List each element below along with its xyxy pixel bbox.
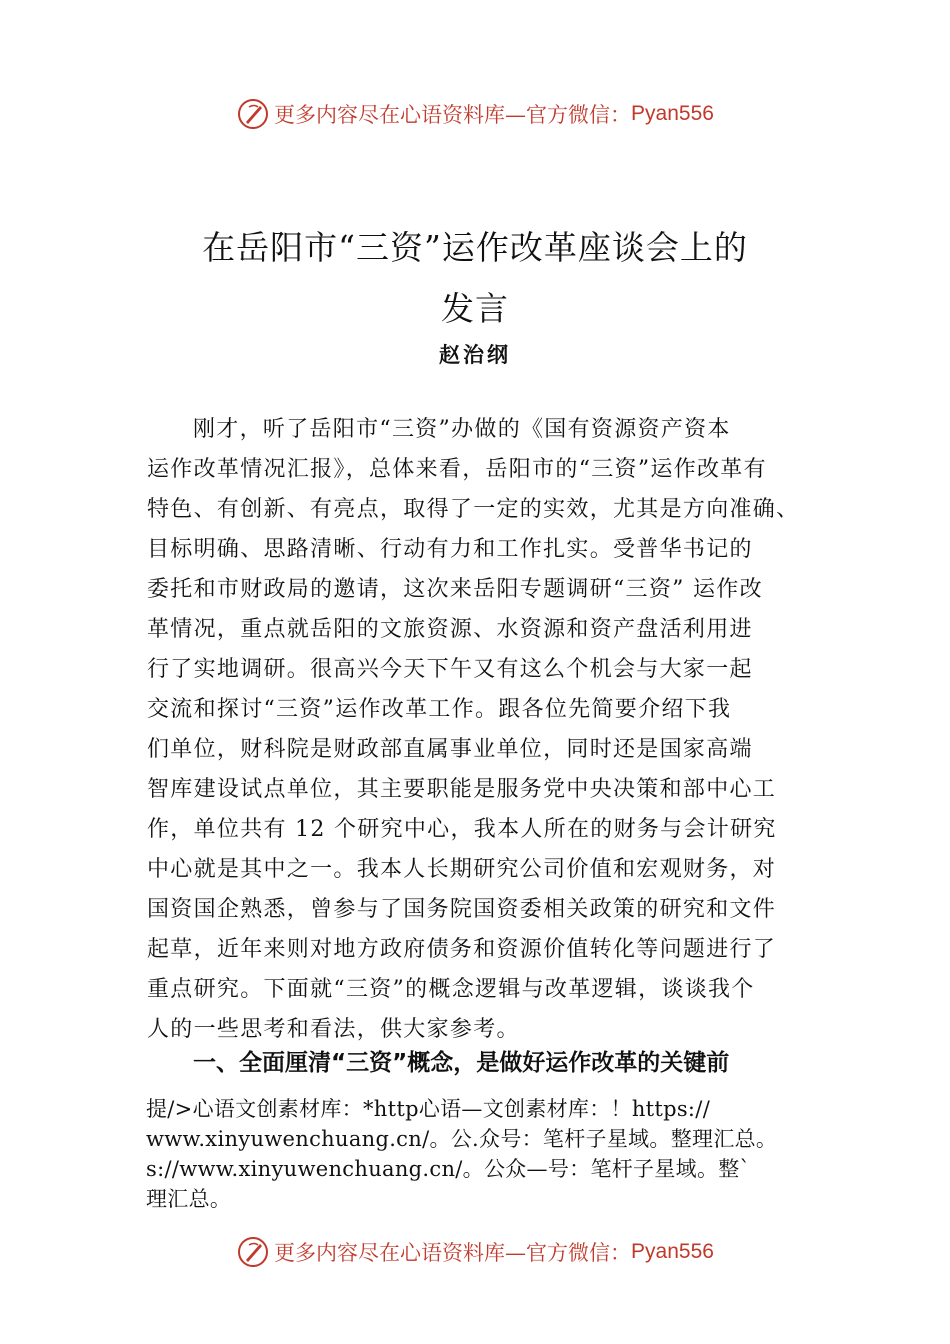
paragraph-line: 重点研究。下面就“三资”的概念逻辑与改革逻辑，谈谈我个	[147, 977, 755, 1002]
paragraph-line: 作，单位共有 12 个研究中心，我本人所在的财务与会计研究	[147, 817, 777, 842]
quill-logo-icon	[236, 1235, 270, 1269]
header-banner	[0, 94, 950, 134]
paragraph-line: 们单位，财科院是财政部直属事业单位，同时还是国家高端	[147, 737, 753, 762]
banner-wechat-label: —官方微信：	[505, 1241, 632, 1265]
paragraph-line: 人的一些思考和看法，供大家参考。	[147, 1017, 520, 1042]
paragraph-line: 委托和市财政局的邀请，这次来岳阳专题调研“三资” 运作改	[147, 577, 763, 602]
footer-banner	[0, 1232, 950, 1272]
section-heading: 一、全面厘清“三资”概念，是做好运作改革的关键前	[193, 1050, 730, 1076]
quill-logo-icon	[236, 97, 270, 131]
page-title-line2: 发言	[441, 289, 509, 328]
page-title-line1: 在岳阳市“三资”运作改革座谈会上的	[202, 228, 748, 267]
paragraph-line: 刚才，听了岳阳市“三资”办做的《国有资源资产资本	[193, 417, 731, 442]
paragraph-line: 运作改革情况汇报》，总体来看，岳阳市的“三资”运作改革有	[147, 457, 767, 482]
tail-line: s://www.xinyuwenchuang.cn/。公众—号：笔杆子星域。整`	[146, 1157, 751, 1181]
paragraph-line: 起草，近年来则对地方政府债务和资源价值转化等问题进行了	[147, 937, 777, 962]
paragraph-line: 交流和探讨“三资”运作改革工作。跟各位先简要介绍下我	[147, 697, 732, 722]
paragraph-line: 特色、有创新、有亮点，取得了一定的实效，尤其是方向准确、	[147, 497, 800, 522]
banner-wechat-label: —官方微信：	[505, 103, 632, 127]
paragraph-line: 智库建设试点单位，其主要职能是服务党中央决策和部中心工	[147, 777, 777, 802]
banner-title: 更多内容尽在心语资料库	[274, 1241, 506, 1265]
paragraph-line: 中心就是其中之一。我本人长期研究公司价值和宏观财务，对	[147, 857, 777, 882]
paragraph-line: 国资国企熟悉，曾参与了国务院国资委相关政策的研究和文件	[147, 897, 777, 922]
banner-wechat-id: Pyan556	[631, 1240, 714, 1263]
tail-line: www.xinyuwenchuang.cn/。公.众号：笔杆子星域。整理汇总。	[146, 1127, 778, 1151]
paragraph-line: 目标明确、思路清晰、行动有力和工作扎实。受普华书记的	[147, 537, 753, 562]
tail-line: 理汇总。	[146, 1187, 232, 1211]
paragraph-line: 行了实地调研。很高兴今天下午又有这么个机会与大家一起	[147, 657, 753, 682]
tail-line: 提/>心语文创素材库：*http心语—文创素材库：！https://	[146, 1097, 711, 1121]
author-name: 赵治纲	[439, 342, 511, 367]
banner-title: 更多内容尽在心语资料库	[274, 103, 506, 127]
banner-wechat-id: Pyan556	[631, 102, 714, 125]
paragraph-line: 革情况，重点就岳阳的文旅资源、水资源和资产盘活利用进	[147, 617, 753, 642]
